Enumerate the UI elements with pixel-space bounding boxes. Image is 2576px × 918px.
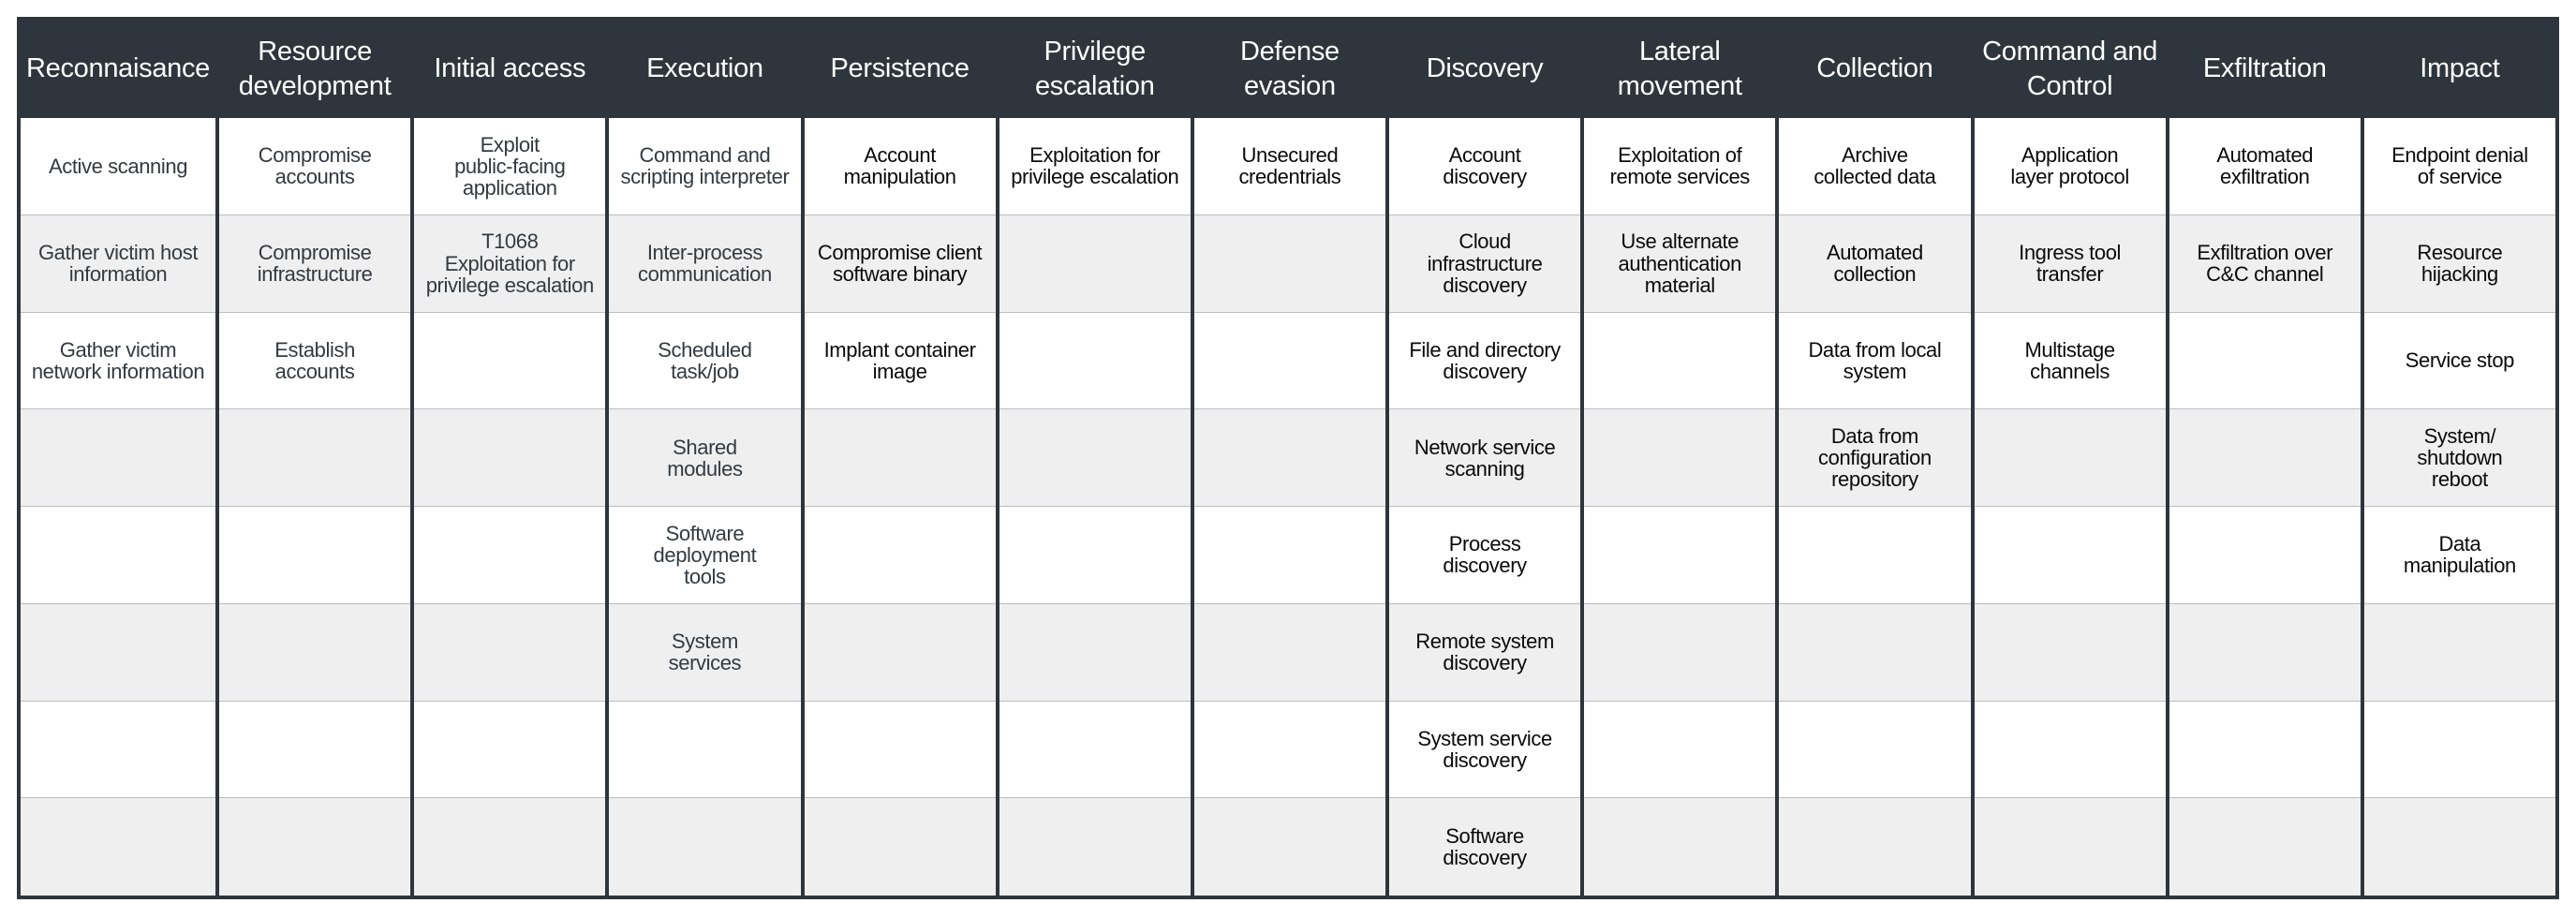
empty-cell [414, 313, 605, 410]
technique-cell: Inter-process communication [609, 215, 800, 313]
technique-cell: Establish accounts [219, 313, 410, 410]
empty-cell [999, 409, 1191, 507]
empty-cell [999, 604, 1191, 702]
empty-cell [21, 702, 215, 799]
empty-cell [2364, 702, 2555, 799]
technique-cell: Data from local system [1779, 313, 1970, 410]
empty-cell [1584, 507, 1775, 604]
empty-cell [414, 798, 605, 896]
tactic-header: Persistence [805, 21, 996, 118]
tactic-header: Privilege escalation [999, 21, 1191, 118]
technique-cell: Application layer protocol [1975, 118, 2166, 215]
technique-cell: Compromise client software binary [805, 215, 996, 313]
empty-cell [414, 507, 605, 604]
empty-cell [1194, 798, 1385, 896]
tactic-header: Resource development [219, 21, 410, 118]
technique-cell: Exploitation of remote services [1584, 118, 1775, 215]
empty-cell [999, 313, 1191, 410]
empty-cell [414, 604, 605, 702]
technique-cell: Data manipulation [2364, 507, 2555, 604]
empty-cell [21, 409, 215, 507]
technique-cell: Compromise accounts [219, 118, 410, 215]
tactic-header: Exfiltration [2169, 21, 2361, 118]
empty-cell [609, 798, 800, 896]
technique-cell: T1068 Exploitation for privilege escalation [414, 215, 605, 313]
empty-cell [999, 702, 1191, 799]
empty-cell [2169, 798, 2361, 896]
empty-cell [2169, 702, 2361, 799]
empty-cell [2169, 409, 2361, 507]
technique-cell: Endpoint denial of service [2364, 118, 2555, 215]
technique-cell: Gather victim host information [21, 215, 215, 313]
technique-cell: Multistage channels [1975, 313, 2166, 410]
empty-cell [21, 507, 215, 604]
technique-cell: Archive collected data [1779, 118, 1970, 215]
technique-cell: Use alternate authentication material [1584, 215, 1775, 313]
empty-cell [1975, 507, 2166, 604]
technique-cell: Remote system discovery [1389, 604, 1580, 702]
empty-cell [1584, 702, 1775, 799]
technique-cell: Gather victim network information [21, 313, 215, 410]
technique-cell: Automated collection [1779, 215, 1970, 313]
empty-cell [1779, 702, 1970, 799]
empty-cell [1584, 604, 1775, 702]
empty-cell [1194, 604, 1385, 702]
empty-cell [805, 409, 996, 507]
technique-cell: Implant container image [805, 313, 996, 410]
technique-cell: Compromise infrastructure [219, 215, 410, 313]
empty-cell [1584, 409, 1775, 507]
empty-cell [805, 507, 996, 604]
empty-cell [219, 702, 410, 799]
empty-cell [1584, 798, 1775, 896]
empty-cell [1584, 313, 1775, 410]
technique-cell: Shared modules [609, 409, 800, 507]
empty-cell [1194, 313, 1385, 410]
empty-cell [805, 604, 996, 702]
empty-cell [1194, 702, 1385, 799]
empty-cell [219, 604, 410, 702]
technique-cell: Resource hijacking [2364, 215, 2555, 313]
tactic-header: Defense evasion [1194, 21, 1385, 118]
empty-cell [1779, 798, 1970, 896]
technique-cell: Unsecured credentrials [1194, 118, 1385, 215]
empty-cell [999, 215, 1191, 313]
empty-cell [414, 409, 605, 507]
technique-cell: Process discovery [1389, 507, 1580, 604]
technique-cell: Ingress tool transfer [1975, 215, 2166, 313]
technique-cell: Command and scripting interpreter [609, 118, 800, 215]
empty-cell [805, 798, 996, 896]
empty-cell [2169, 313, 2361, 410]
empty-cell [1975, 604, 2166, 702]
technique-cell: Software deployment tools [609, 507, 800, 604]
empty-cell [1194, 215, 1385, 313]
empty-cell [2364, 798, 2555, 896]
empty-cell [1975, 702, 2166, 799]
tactic-header: Impact [2364, 21, 2555, 118]
empty-cell [999, 798, 1191, 896]
technique-cell: Scheduled task/job [609, 313, 800, 410]
empty-cell [21, 604, 215, 702]
technique-cell: Cloud infrastructure discovery [1389, 215, 1580, 313]
technique-cell: Active scanning [21, 118, 215, 215]
tactic-header: Initial access [414, 21, 605, 118]
empty-cell [609, 702, 800, 799]
empty-cell [219, 798, 410, 896]
attack-matrix [17, 17, 2559, 899]
empty-cell [999, 507, 1191, 604]
technique-cell: Account discovery [1389, 118, 1580, 215]
technique-cell: Exploitation for privilege escalation [999, 118, 1191, 215]
technique-cell: System service discovery [1389, 702, 1580, 799]
technique-cell: System/ shutdown reboot [2364, 409, 2555, 507]
empty-cell [1194, 409, 1385, 507]
tactic-header: Lateral movement [1584, 21, 1775, 118]
empty-cell [2169, 507, 2361, 604]
technique-cell: File and directory discovery [1389, 313, 1580, 410]
empty-cell [1779, 604, 1970, 702]
technique-cell: Network service scanning [1389, 409, 1580, 507]
empty-cell [1975, 798, 2166, 896]
technique-cell: Automated exfiltration [2169, 118, 2361, 215]
empty-cell [1975, 409, 2166, 507]
technique-cell: Software discovery [1389, 798, 1580, 896]
technique-cell: Exploit public-facing application [414, 118, 605, 215]
empty-cell [1779, 507, 1970, 604]
tactic-header: Reconnaisance [21, 21, 215, 118]
empty-cell [414, 702, 605, 799]
empty-cell [805, 702, 996, 799]
tactic-header: Discovery [1389, 21, 1580, 118]
empty-cell [219, 507, 410, 604]
technique-cell: Data from configuration repository [1779, 409, 1970, 507]
tactic-header: Execution [609, 21, 800, 118]
empty-cell [21, 798, 215, 896]
empty-cell [2169, 604, 2361, 702]
technique-cell: Service stop [2364, 313, 2555, 410]
technique-cell: Account manipulation [805, 118, 996, 215]
technique-cell: Exfiltration over C&C channel [2169, 215, 2361, 313]
tactic-header: Command and Control [1975, 21, 2166, 118]
empty-cell [1194, 507, 1385, 604]
tactic-header: Collection [1779, 21, 1970, 118]
empty-cell [219, 409, 410, 507]
technique-cell: System services [609, 604, 800, 702]
empty-cell [2364, 604, 2555, 702]
